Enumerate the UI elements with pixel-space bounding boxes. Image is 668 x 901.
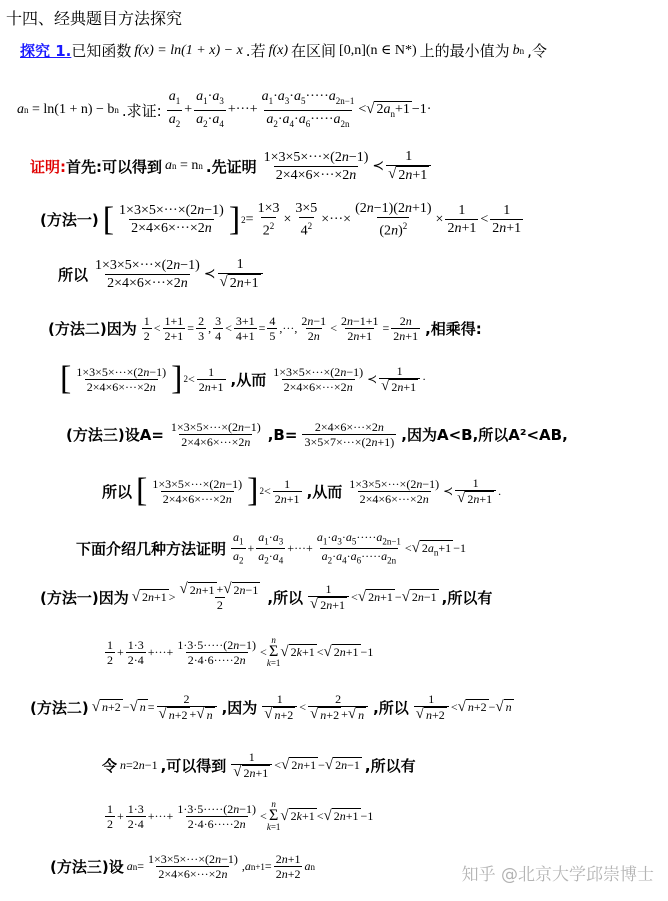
section-header xyxy=(6,6,182,29)
proof-start: 证明: 首先:可以得到 a n = n n .先证明 $\frac{1\times 3\times 5\times\cdot\cdot\cdot\times(2n-1)}{2\times 4\times 6\times\cdot\cdot\cdot\times 2n}$ ≺ 1 √ 2n+1 xyxy=(30,148,436,184)
method-2b-sum: $\frac{1}{2}$ + $\frac{1\cdot 3}{2\cdot 4}$ +···+ $\frac{1\cdot 3\cdot 5\cdot\cdot\cdot\cdot\cdot(2n-1)}{2\cdot 4\cdot 6\cdot\cdot\cdot\cdot\cdot 2n}$ < n Σ k=1 √ 2k+1 < √ 2n+1 −1 xyxy=(107,799,374,832)
method-1-conclusion: 所以 $\frac{1\times 3\times 5\times\cdot\cdot\cdot\times(2n-1)}{2\times 4\times 6\times\cdot\cdot\cdot\times 2n}$ ≺ 1 √ 2n+1 xyxy=(58,256,268,292)
method-3-conclusion: 所以 [ $\frac{1\times 3\times 5\times\cdot\cdot\cdot\times(2n-1)}{2\times 4\times 6\times\cdot\cdot\cdot\times 2n}$ ] 2 < $\frac{1}{2n+1}$ ,从而 $\frac{1\times 3\times 5\times\cdot\cdot\cdot\times(2n-1)}{2\times 4\times 6\times\cdot\cdot\cdot\times 2n}$ ≺ 1 √ 2n+1 . xyxy=(102,472,502,509)
method-3: (方法三)设 A= $\frac{1\times 3\times 5\times\cdot\cdot\cdot\times(2n-1)}{2\times 4\times 6\times\cdot\cdot\cdot\times 2n}$ ,B= $\frac{2\times 4\times 6\times\cdot\cdot\cdot\times 2n}{3\times 5\times 7\times\cdot\cdot\cdot\times(2n+1)}$ ,因为 A<B ,所以 A²<AB, xyxy=(66,420,568,449)
problem-statement: 探究 1. 已知函数 f(x) = ln(1 + x) − x .若 f(x) 在区间 [0,n](n ∈ N*) 上的最小值为 b n ,令 xyxy=(20,42,547,60)
function-def: f(x) = ln(1 + x) − x xyxy=(134,42,243,58)
problem-intro: 已知函数 xyxy=(71,42,132,60)
watermark: 知乎 @北京大学邱崇博士 xyxy=(461,865,654,885)
method-1b: (方法一)因为 √ 2n+1 > √ 2n+1 + √ 2n−1 2 ,所以 1 √ 2n+1 < √ 2n+1 − √ 2n−1 ,所以有 xyxy=(40,581,493,612)
method-2: (方法二)因为 $\frac{1}{2}$ < $\frac{1+1}{2+1}$ = $\frac{2}{3}$ , $\frac{3}{4}$ < $\frac{3+1}{4+1}$ = $\frac{4}{5}$ ,···, $\frac{2n-1}{2n}$ < $\frac{2n-1+1}{2n+1}$ = $\frac{2n}{2n+1}$ ,相乘得: xyxy=(48,314,482,343)
sum-expression: $\frac{a_1}{a_2}$ + $\frac{a_1\cdot a_3}{a_2\cdot a_4}$ +···+ $\frac{a_1\cdot a_3\cdot a_5\cdot\cdot\cdot\cdot\cdot a_{2n-1}}{a_2\cdot a_4\cdot a_6\cdot\cdot\cdot\cdot\cdot a_{2n}}$ < √ $2a_n+1$ −1· xyxy=(165,88,432,133)
problem-tag: 探究 1. xyxy=(20,42,72,60)
method-1b-sum: $\frac{1}{2}$ + $\frac{1\cdot 3}{2\cdot 4}$ +···+ $\frac{1\cdot 3\cdot 5\cdot\cdot\cdot\cdot\cdot(2n-1)}{2\cdot 4\cdot 6\cdot\cdot\cdot\cdot\cdot 2n}$ < n Σ k=1 √ 2k+1 < √ 2n+1 −1 xyxy=(107,635,374,668)
interval: [0,n](n ∈ N*) xyxy=(339,43,417,58)
problem-inequality: a n = ln(1 + n) − b n .求证: $\frac{a_1}{a_2}$ + $\frac{a_1\cdot a_3}{a_2\cdot a_4}$ +···+ $\frac{a_1\cdot a_3\cdot a_5\cdot\cdot\cdot\cdot\cdot a_{2n-1}}{a_2\cdot a_4\cdot a_6\cdot\cdot\cdot\cdot\cdot a_{2n}}$ < √ $2a_n+1$ −1· xyxy=(14,88,434,133)
section-title: 十四、经典题目方法探究 xyxy=(6,9,183,28)
proof-label: 证明: xyxy=(30,157,66,176)
methods-intro: 下面介绍几种方法证明 $\frac{a_1}{a_2}$ + $\frac{a_1\cdot a_3}{a_2\cdot a_4}$ +···+ $\frac{a_1\cdot a_3\cdot a_5\cdot\cdot\cdot\cdot\cdot a_{2n-1}}{a_2\cdot a_4\cdot a_6\cdot\cdot\cdot\cdot\cdot a_{2n}}$ < √ $2a_n+1$ −1 xyxy=(76,530,466,566)
method-2b-sub: 令 n =2 n −1 ,可以得到 1 √ 2n+1 < √ 2n+1 − √ 2n−1 ,所以有 xyxy=(102,750,416,780)
method-3b: (方法三)设 a n = $\frac{1\times 3\times 5\times\cdot\cdot\cdot\times(2n-1)}{2\times 4\times 6\times\cdot\cdot\cdot\times 2n}$ , a n+1 = $\frac{2n+1}{2n+2}$ a n xyxy=(50,852,315,881)
method-2b: (方法二) √ n+2 − √ n = 2 √ n+2 + √ n ,因为 1 √ n+2 < 2 √ n+2 + √ n ,所以 1 √ n+2 < √ n+2 − √ n xyxy=(30,692,512,722)
method-1: (方法一) [ $\frac{1\times 3\times 5\times\cdot\cdot\cdot\times(2n-1)}{2\times 4\times 6\times\cdot\cdot\cdot\times 2n}$ ] 2 = $\frac{1\times 3}{2^2}$ × $\frac{3\times 5}{4^2}$ ×···× $\frac{(2n-1)(2n+1)}{(2n)^2}$ × $\frac{1}{2n+1}$ < $\frac{1}{2n+1}$ xyxy=(40,200,522,239)
method-2-product: [ $\frac{1\times 3\times 5\times\cdot\cdot\cdot\times(2n-1)}{2\times 4\times 6\times\cdot\cdot\cdot\times 2n}$ ] 2 < $\frac{1}{2n+1}$ ,从而 $\frac{1\times 3\times 5\times\cdot\cdot\cdot\times(2n-1)}{2\times 4\times 6\times\cdot\cdot\cdot\times 2n}$ ≺ 1 √ 2n+1 · xyxy=(60,360,427,397)
